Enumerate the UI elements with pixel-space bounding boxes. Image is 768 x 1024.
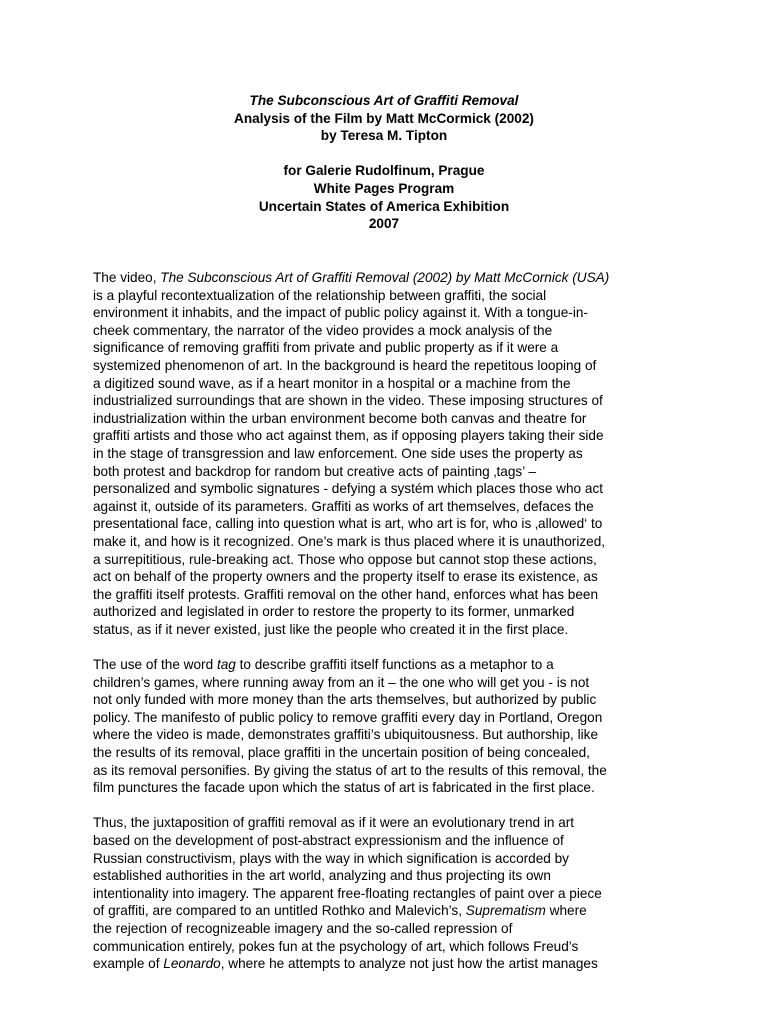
text-line: not only funded with more money than the arts themselves, but authorized by public [93, 692, 597, 708]
text-line: a surrepititious, rule-breaking act. Those who oppose but cannot stop these actions, [93, 551, 597, 567]
text-line: presentational face, calling into question what is art, who art is for, who is ‚allowed‘ to [93, 516, 603, 532]
text-line: a digitized sound wave, as if a heart monitor in a hospital or a machine from the [93, 375, 571, 391]
text-line: film punctures the facade upon which the status of art is fabricated in the first place. [93, 780, 595, 796]
document-body [93, 269, 693, 990]
paragraph [93, 656, 693, 797]
text-line: intentionality into imagery. The apparent free-floating rectangles of paint over a piece [93, 885, 602, 901]
emphasis-text: Suprematism [465, 903, 546, 919]
text-line: personalized and symbolic signatures - defying a systém which places those who act [93, 481, 604, 497]
text-line: industrialized surroundings that are shown in the video. These imposing structures of [93, 393, 603, 409]
emphasis-text: Leonardo [163, 956, 221, 972]
document-program: White Pages Program [313, 180, 455, 196]
document-title: The Subconscious Art of Graffiti Removal [249, 93, 519, 108]
text-line: significance of removing graffiti from private and public property as if it were a [93, 340, 559, 356]
text-line: authorized and legislated in order to restore the property to its former, unmarked [93, 604, 575, 620]
text-line: status, as if it never existed, just like the people who created it in the first place. [93, 621, 569, 637]
text-line: where the video is made, demonstrates graffiti’s ubiquitousness. But authorship, like [93, 727, 599, 743]
text-line: example of Leonardo, where he attempts to analyze not just how the artist manages [93, 956, 598, 972]
text-line: in the stage of transgression and law enforcement. One side uses the property as [93, 445, 583, 461]
document-year: 2007 [368, 216, 400, 232]
document-exhibition: Uncertain States of America Exhibition [258, 198, 510, 214]
text-line: as its removal personifies. By giving the status of art to the results of this removal, the [93, 762, 607, 778]
text-line: the results of its removal, place graffiti in the uncertain position of being concealed, [93, 745, 590, 761]
text-line: industrialization within the urban environment become both canvas and theatre for [93, 410, 587, 426]
text-line: is a playful recontextualization of the relationship between graffiti, the social [93, 287, 547, 303]
text-line: both protest and backdrop for random but creative acts of painting ‚tags’ – [93, 463, 537, 479]
text-line: the rejection of recognizeable imagery and the so-called repression of [93, 920, 513, 936]
text-line: act on behalf of the property owners and the property itself to erase its existence, as [93, 569, 598, 585]
document-header [0, 92, 768, 233]
text-line: environment it inhabits, and the impact of public policy against it. With a tongue-in- [93, 305, 588, 321]
text-line: graffiti artists and those who act against them, as if opposing players taking their side [93, 428, 604, 444]
paragraph [93, 814, 693, 972]
text-line: The video, The Subconscious Art of Graffiti Removal (2002) by Matt McCornick (USA) [93, 270, 610, 285]
text-line: of graffiti, are compared to an untitled Rothko and Malevich’s, Suprematism where [93, 903, 587, 919]
emphasis-text: tag [216, 657, 236, 673]
text-line: cheek commentary, the narrator of the video provides a mock analysis of the [93, 322, 553, 338]
text-line: Thus, the juxtaposition of graffiti removal as if it were an evolutionary trend in art [93, 815, 575, 831]
text-line: against it, outside of its parameters. Graffiti as works of art themselves, defaces the [93, 498, 594, 514]
document-author: by Teresa M. Tipton [320, 128, 448, 144]
paragraph [93, 269, 693, 638]
text-line: communication entirely, pokes fun at the psychology of art, which follows Freud’s [93, 938, 579, 954]
emphasis-text: The Subconscious Art of Graffiti Removal (2002) by Matt McCornick (USA) [160, 270, 610, 285]
text-line: make it, and how is it recognized. One’s mark is thus placed where it is unauthorized, [93, 533, 606, 549]
text-line: established authorities in the art world, analyzing and thus projecting its own [93, 868, 551, 884]
text-line: Russian constructivism, plays with the way in which signification is accorded by [93, 850, 569, 866]
document-subtitle: Analysis of the Film by Matt McCormick (2002) [234, 110, 534, 126]
text-line: the graffiti itself protests. Graffiti removal on the other hand, enforces what has been [93, 586, 599, 602]
text-line: The use of the word tag to describe graffiti itself functions as a metaphor to a [93, 657, 554, 673]
text-line: based on the development of post-abstract expressionism and the influence of [93, 833, 564, 848]
text-line: children’s games, where running away from an it – the one who will get you - is not [93, 674, 590, 690]
text-line: systemized phenomenon of art. In the background is heard the repetitous looping of [93, 357, 597, 373]
document-venue: for Galerie Rudolfinum, Prague [283, 163, 485, 179]
text-line: policy. The manifesto of public policy to remove graffiti every day in Portland, Oregon [93, 709, 603, 725]
